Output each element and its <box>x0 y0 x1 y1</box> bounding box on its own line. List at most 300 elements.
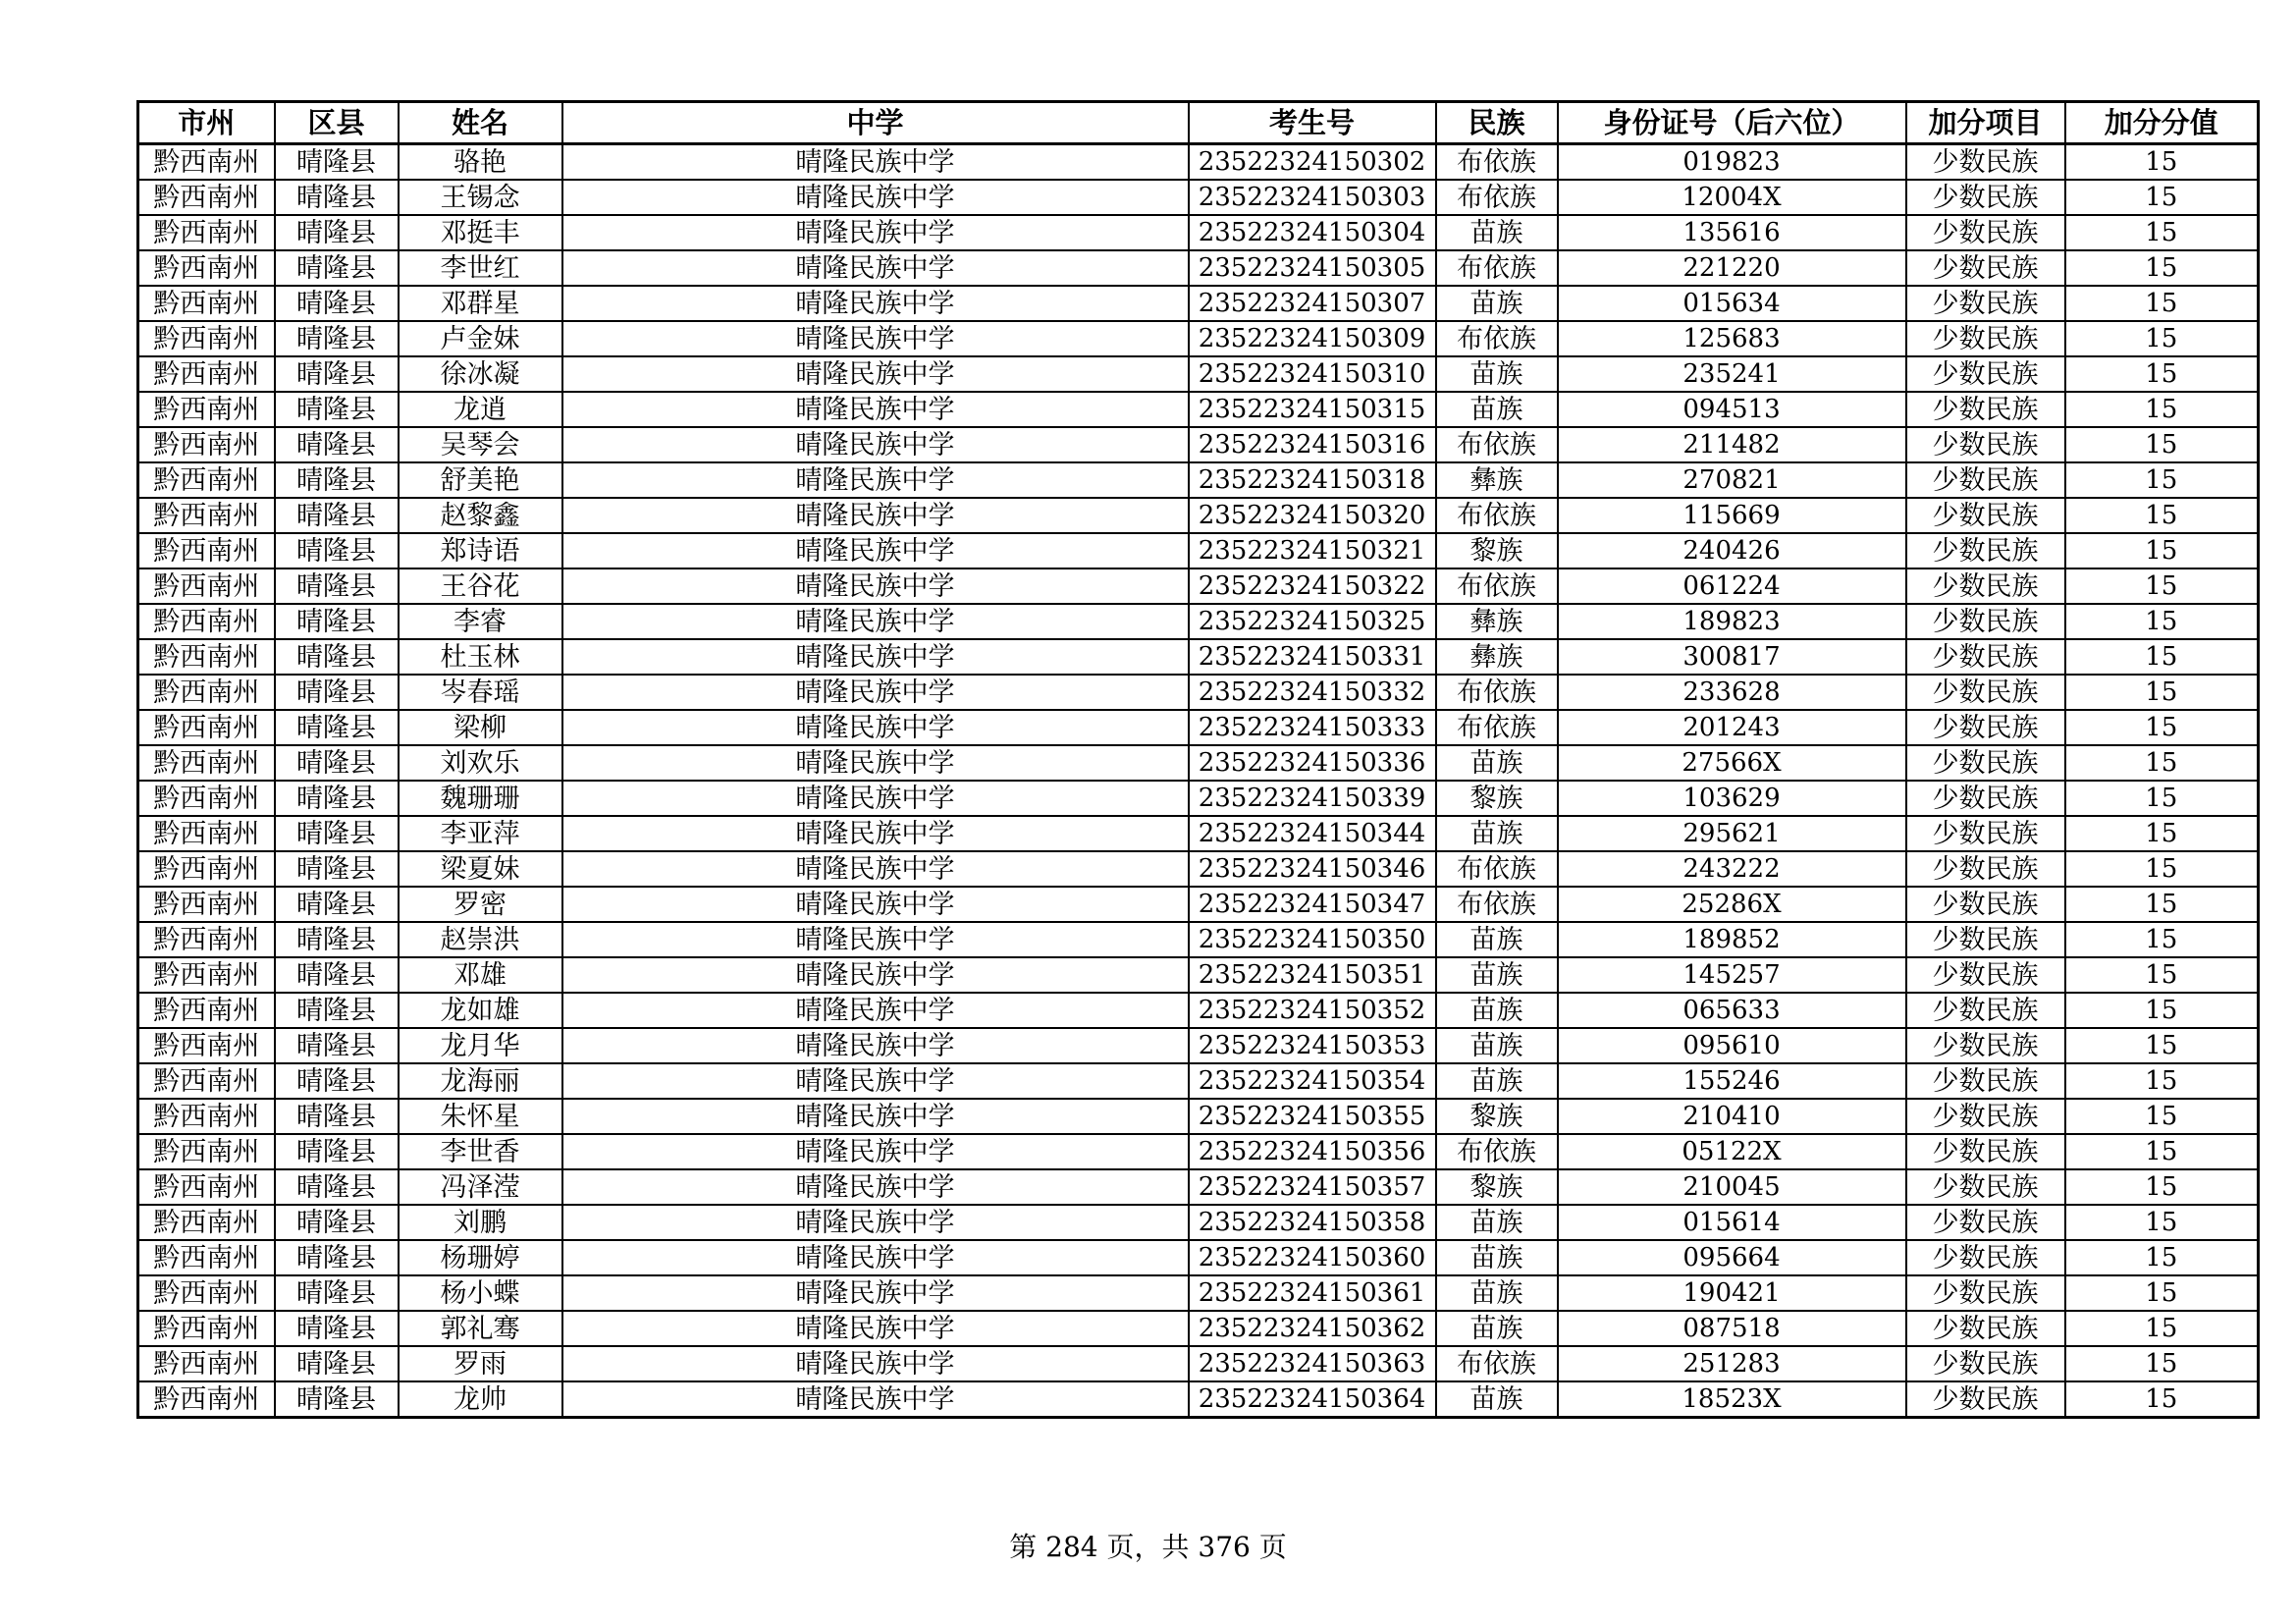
bonus-points-cell: 15 <box>2065 887 2259 922</box>
table-row <box>138 675 2259 710</box>
name-cell: 郑诗语 <box>399 533 562 568</box>
city-cell: 黔西南州 <box>138 1311 275 1346</box>
county-cell: 晴隆县 <box>275 321 399 356</box>
school-cell: 晴隆民族中学 <box>562 462 1189 498</box>
ethnicity-cell: 黎族 <box>1436 533 1558 568</box>
exam-number-cell: 23522324150304 <box>1189 215 1436 250</box>
school-cell: 晴隆民族中学 <box>562 1346 1189 1381</box>
bonus-points-cell: 15 <box>2065 427 2259 462</box>
id-last-six-cell: 065633 <box>1558 993 1906 1028</box>
bonus-points-cell: 15 <box>2065 745 2259 781</box>
school-cell: 晴隆民族中学 <box>562 1169 1189 1205</box>
name-cell: 杨小蝶 <box>399 1275 562 1311</box>
county-cell: 晴隆县 <box>275 745 399 781</box>
bonus-item-cell: 少数民族 <box>1906 745 2065 781</box>
name-cell: 岑春瑶 <box>399 675 562 710</box>
id-last-six-cell: 145257 <box>1558 957 1906 993</box>
school-cell: 晴隆民族中学 <box>562 781 1189 816</box>
table-row <box>138 392 2259 427</box>
bonus-item-cell: 少数民族 <box>1906 498 2065 533</box>
name-cell: 吴琴会 <box>399 427 562 462</box>
exam-number-cell: 23522324150344 <box>1189 816 1436 851</box>
school-cell: 晴隆民族中学 <box>562 639 1189 675</box>
name-cell: 舒美艳 <box>399 462 562 498</box>
table-row <box>138 710 2259 745</box>
ethnicity-cell: 苗族 <box>1436 286 1558 321</box>
bonus-item-cell: 少数民族 <box>1906 993 2065 1028</box>
id-last-six-cell: 251283 <box>1558 1346 1906 1381</box>
county-cell: 晴隆县 <box>275 392 399 427</box>
id-last-six-cell: 189852 <box>1558 922 1906 957</box>
id-last-six-cell: 201243 <box>1558 710 1906 745</box>
table-row <box>138 604 2259 639</box>
exam-number-cell: 23522324150364 <box>1189 1381 1436 1418</box>
city-cell: 黔西南州 <box>138 1205 275 1240</box>
exam-number-cell: 23522324150333 <box>1189 710 1436 745</box>
ethnicity-cell: 布依族 <box>1436 1346 1558 1381</box>
bonus-points-cell: 15 <box>2065 286 2259 321</box>
county-cell: 晴隆县 <box>275 427 399 462</box>
id-last-six-cell: 27566X <box>1558 745 1906 781</box>
city-cell: 黔西南州 <box>138 781 275 816</box>
table-row <box>138 568 2259 604</box>
city-cell: 黔西南州 <box>138 922 275 957</box>
name-cell: 杜玉林 <box>399 639 562 675</box>
bonus-item-cell: 少数民族 <box>1906 1381 2065 1418</box>
bonus-item-cell: 少数民族 <box>1906 604 2065 639</box>
header-bonus-points: 加分分值 <box>2065 102 2259 144</box>
bonus-points-cell: 15 <box>2065 1099 2259 1134</box>
bonus-item-cell: 少数民族 <box>1906 568 2065 604</box>
table-row <box>138 533 2259 568</box>
bonus-points-cell: 15 <box>2065 1381 2259 1418</box>
id-last-six-cell: 270821 <box>1558 462 1906 498</box>
bonus-item-cell: 少数民族 <box>1906 887 2065 922</box>
school-cell: 晴隆民族中学 <box>562 568 1189 604</box>
table-row <box>138 1063 2259 1099</box>
id-last-six-cell: 019823 <box>1558 144 1906 181</box>
county-cell: 晴隆县 <box>275 816 399 851</box>
bonus-item-cell: 少数民族 <box>1906 1346 2065 1381</box>
exam-number-cell: 23522324150352 <box>1189 993 1436 1028</box>
exam-number-cell: 23522324150358 <box>1189 1205 1436 1240</box>
county-cell: 晴隆县 <box>275 639 399 675</box>
county-cell: 晴隆县 <box>275 1346 399 1381</box>
bonus-points-cell: 15 <box>2065 250 2259 286</box>
exam-number-cell: 23522324150339 <box>1189 781 1436 816</box>
table-row <box>138 1205 2259 1240</box>
exam-number-cell: 23522324150354 <box>1189 1063 1436 1099</box>
bonus-item-cell: 少数民族 <box>1906 922 2065 957</box>
city-cell: 黔西南州 <box>138 356 275 392</box>
exam-number-cell: 23522324150361 <box>1189 1275 1436 1311</box>
table-row <box>138 1169 2259 1205</box>
id-last-six-cell: 235241 <box>1558 356 1906 392</box>
exam-number-cell: 23522324150355 <box>1189 1099 1436 1134</box>
ethnicity-cell: 布依族 <box>1436 250 1558 286</box>
school-cell: 晴隆民族中学 <box>562 710 1189 745</box>
county-cell: 晴隆县 <box>275 1134 399 1169</box>
name-cell: 刘鹏 <box>399 1205 562 1240</box>
school-cell: 晴隆民族中学 <box>562 1134 1189 1169</box>
city-cell: 黔西南州 <box>138 498 275 533</box>
school-cell: 晴隆民族中学 <box>562 1275 1189 1311</box>
ethnicity-cell: 布依族 <box>1436 568 1558 604</box>
id-last-six-cell: 189823 <box>1558 604 1906 639</box>
table-row <box>138 1346 2259 1381</box>
ethnicity-cell: 苗族 <box>1436 1311 1558 1346</box>
bonus-item-cell: 少数民族 <box>1906 816 2065 851</box>
exam-number-cell: 23522324150309 <box>1189 321 1436 356</box>
exam-number-cell: 23522324150351 <box>1189 957 1436 993</box>
county-cell: 晴隆县 <box>275 1063 399 1099</box>
city-cell: 黔西南州 <box>138 1240 275 1275</box>
school-cell: 晴隆民族中学 <box>562 1063 1189 1099</box>
city-cell: 黔西南州 <box>138 957 275 993</box>
county-cell: 晴隆县 <box>275 356 399 392</box>
header-name: 姓名 <box>399 102 562 144</box>
name-cell: 龙月华 <box>399 1028 562 1063</box>
bonus-points-cell: 15 <box>2065 1311 2259 1346</box>
id-last-six-cell: 240426 <box>1558 533 1906 568</box>
county-cell: 晴隆县 <box>275 1275 399 1311</box>
bonus-item-cell: 少数民族 <box>1906 675 2065 710</box>
bonus-item-cell: 少数民族 <box>1906 957 2065 993</box>
school-cell: 晴隆民族中学 <box>562 887 1189 922</box>
county-cell: 晴隆县 <box>275 851 399 887</box>
ethnicity-cell: 苗族 <box>1436 215 1558 250</box>
county-cell: 晴隆县 <box>275 568 399 604</box>
table-row <box>138 1240 2259 1275</box>
county-cell: 晴隆县 <box>275 1028 399 1063</box>
school-cell: 晴隆民族中学 <box>562 993 1189 1028</box>
city-cell: 黔西南州 <box>138 675 275 710</box>
table-row <box>138 321 2259 356</box>
table-row <box>138 851 2259 887</box>
bonus-points-cell: 15 <box>2065 1240 2259 1275</box>
bonus-item-cell: 少数民族 <box>1906 710 2065 745</box>
exam-number-cell: 23522324150360 <box>1189 1240 1436 1275</box>
id-last-six-cell: 125683 <box>1558 321 1906 356</box>
name-cell: 杨珊婷 <box>399 1240 562 1275</box>
id-last-six-cell: 190421 <box>1558 1275 1906 1311</box>
city-cell: 黔西南州 <box>138 427 275 462</box>
name-cell: 邓群星 <box>399 286 562 321</box>
page-footer: 第 284 页，共 376 页 <box>1009 1531 1287 1563</box>
county-cell: 晴隆县 <box>275 462 399 498</box>
ethnicity-cell: 布依族 <box>1436 144 1558 181</box>
id-last-six-cell: 061224 <box>1558 568 1906 604</box>
county-cell: 晴隆县 <box>275 710 399 745</box>
bonus-points-cell: 15 <box>2065 356 2259 392</box>
bonus-item-cell: 少数民族 <box>1906 356 2065 392</box>
city-cell: 黔西南州 <box>138 250 275 286</box>
ethnicity-cell: 布依族 <box>1436 675 1558 710</box>
bonus-item-cell: 少数民族 <box>1906 180 2065 215</box>
county-cell: 晴隆县 <box>275 781 399 816</box>
exam-number-cell: 23522324150363 <box>1189 1346 1436 1381</box>
bonus-item-cell: 少数民族 <box>1906 851 2065 887</box>
bonus-points-cell: 15 <box>2065 851 2259 887</box>
bonus-points-cell: 15 <box>2065 1205 2259 1240</box>
exam-number-cell: 23522324150310 <box>1189 356 1436 392</box>
table-row <box>138 957 2259 993</box>
ethnicity-cell: 苗族 <box>1436 1028 1558 1063</box>
city-cell: 黔西南州 <box>138 1099 275 1134</box>
id-last-six-cell: 015634 <box>1558 286 1906 321</box>
county-cell: 晴隆县 <box>275 180 399 215</box>
name-cell: 罗密 <box>399 887 562 922</box>
city-cell: 黔西南州 <box>138 1169 275 1205</box>
bonus-points-cell: 15 <box>2065 144 2259 181</box>
bonus-points-cell: 15 <box>2065 639 2259 675</box>
id-last-six-cell: 221220 <box>1558 250 1906 286</box>
county-cell: 晴隆县 <box>275 286 399 321</box>
bonus-item-cell: 少数民族 <box>1906 215 2065 250</box>
county-cell: 晴隆县 <box>275 993 399 1028</box>
bonus-points-cell: 15 <box>2065 816 2259 851</box>
bonus-item-cell: 少数民族 <box>1906 1275 2065 1311</box>
table-row <box>138 1275 2259 1311</box>
exam-number-cell: 23522324150332 <box>1189 675 1436 710</box>
table-row <box>138 1028 2259 1063</box>
name-cell: 龙帅 <box>399 1381 562 1418</box>
table-row <box>138 1381 2259 1418</box>
bonus-points-cell: 15 <box>2065 1275 2259 1311</box>
id-last-six-cell: 295621 <box>1558 816 1906 851</box>
table-row <box>138 180 2259 215</box>
county-cell: 晴隆县 <box>275 1099 399 1134</box>
name-cell: 李睿 <box>399 604 562 639</box>
city-cell: 黔西南州 <box>138 180 275 215</box>
bonus-item-cell: 少数民族 <box>1906 1134 2065 1169</box>
table-row <box>138 887 2259 922</box>
city-cell: 黔西南州 <box>138 993 275 1028</box>
exam-number-cell: 23522324150353 <box>1189 1028 1436 1063</box>
header-id-last-six: 身份证号（后六位） <box>1558 102 1906 144</box>
name-cell: 龙如雄 <box>399 993 562 1028</box>
ethnicity-cell: 布依族 <box>1436 427 1558 462</box>
bonus-item-cell: 少数民族 <box>1906 1240 2065 1275</box>
id-last-six-cell: 095664 <box>1558 1240 1906 1275</box>
id-last-six-cell: 135616 <box>1558 215 1906 250</box>
exam-number-cell: 23522324150362 <box>1189 1311 1436 1346</box>
ethnicity-cell: 彝族 <box>1436 639 1558 675</box>
ethnicity-cell: 黎族 <box>1436 1169 1558 1205</box>
name-cell: 赵黎鑫 <box>399 498 562 533</box>
school-cell: 晴隆民族中学 <box>562 1311 1189 1346</box>
table-row <box>138 250 2259 286</box>
table-row <box>138 993 2259 1028</box>
id-last-six-cell: 210045 <box>1558 1169 1906 1205</box>
id-last-six-cell: 233628 <box>1558 675 1906 710</box>
id-last-six-cell: 25286X <box>1558 887 1906 922</box>
bonus-item-cell: 少数民族 <box>1906 533 2065 568</box>
name-cell: 梁夏妹 <box>399 851 562 887</box>
school-cell: 晴隆民族中学 <box>562 286 1189 321</box>
school-cell: 晴隆民族中学 <box>562 215 1189 250</box>
exam-number-cell: 23522324150318 <box>1189 462 1436 498</box>
county-cell: 晴隆县 <box>275 1381 399 1418</box>
name-cell: 朱怀星 <box>399 1099 562 1134</box>
school-cell: 晴隆民族中学 <box>562 533 1189 568</box>
table-row <box>138 922 2259 957</box>
county-cell: 晴隆县 <box>275 1205 399 1240</box>
bonus-item-cell: 少数民族 <box>1906 1063 2065 1099</box>
bonus-points-cell: 15 <box>2065 1346 2259 1381</box>
city-cell: 黔西南州 <box>138 1346 275 1381</box>
id-last-six-cell: 211482 <box>1558 427 1906 462</box>
ethnicity-cell: 苗族 <box>1436 816 1558 851</box>
ethnicity-cell: 布依族 <box>1436 851 1558 887</box>
exam-number-cell: 23522324150316 <box>1189 427 1436 462</box>
id-last-six-cell: 18523X <box>1558 1381 1906 1418</box>
ethnicity-cell: 苗族 <box>1436 922 1558 957</box>
ethnicity-cell: 布依族 <box>1436 1134 1558 1169</box>
city-cell: 黔西南州 <box>138 745 275 781</box>
table-row <box>138 144 2259 181</box>
id-last-six-cell: 300817 <box>1558 639 1906 675</box>
bonus-points-cell: 15 <box>2065 498 2259 533</box>
exam-number-cell: 23522324150347 <box>1189 887 1436 922</box>
ethnicity-cell: 布依族 <box>1436 321 1558 356</box>
bonus-points-cell: 15 <box>2065 321 2259 356</box>
city-cell: 黔西南州 <box>138 816 275 851</box>
bonus-points-cell: 15 <box>2065 215 2259 250</box>
bonus-item-cell: 少数民族 <box>1906 144 2065 181</box>
id-last-six-cell: 087518 <box>1558 1311 1906 1346</box>
header-row <box>138 102 2259 144</box>
school-cell: 晴隆民族中学 <box>562 1381 1189 1418</box>
table-body <box>138 144 2259 1418</box>
bonus-item-cell: 少数民族 <box>1906 1311 2065 1346</box>
exam-number-cell: 23522324150303 <box>1189 180 1436 215</box>
ethnicity-cell: 苗族 <box>1436 1205 1558 1240</box>
name-cell: 李世香 <box>399 1134 562 1169</box>
school-cell: 晴隆民族中学 <box>562 1028 1189 1063</box>
ethnicity-cell: 布依族 <box>1436 887 1558 922</box>
table-row <box>138 498 2259 533</box>
school-cell: 晴隆民族中学 <box>562 675 1189 710</box>
bonus-item-cell: 少数民族 <box>1906 1205 2065 1240</box>
name-cell: 骆艳 <box>399 144 562 181</box>
bonus-item-cell: 少数民族 <box>1906 321 2065 356</box>
bonus-points-cell: 15 <box>2065 392 2259 427</box>
school-cell: 晴隆民族中学 <box>562 498 1189 533</box>
ethnicity-cell: 苗族 <box>1436 993 1558 1028</box>
name-cell: 邓雄 <box>399 957 562 993</box>
county-cell: 晴隆县 <box>275 533 399 568</box>
header-county: 区县 <box>275 102 399 144</box>
table-row <box>138 1099 2259 1134</box>
school-cell: 晴隆民族中学 <box>562 1099 1189 1134</box>
id-last-six-cell: 12004X <box>1558 180 1906 215</box>
bonus-points-cell: 15 <box>2065 180 2259 215</box>
header-exam-number: 考生号 <box>1189 102 1436 144</box>
bonus-points-cell: 15 <box>2065 922 2259 957</box>
school-cell: 晴隆民族中学 <box>562 851 1189 887</box>
city-cell: 黔西南州 <box>138 533 275 568</box>
table-row <box>138 215 2259 250</box>
bonus-item-cell: 少数民族 <box>1906 1099 2065 1134</box>
header-bonus-item: 加分项目 <box>1906 102 2065 144</box>
name-cell: 龙逍 <box>399 392 562 427</box>
ethnicity-cell: 苗族 <box>1436 1275 1558 1311</box>
county-cell: 晴隆县 <box>275 675 399 710</box>
school-cell: 晴隆民族中学 <box>562 1240 1189 1275</box>
city-cell: 黔西南州 <box>138 321 275 356</box>
school-cell: 晴隆民族中学 <box>562 180 1189 215</box>
ethnicity-cell: 布依族 <box>1436 180 1558 215</box>
table-row <box>138 745 2259 781</box>
bonus-points-cell: 15 <box>2065 533 2259 568</box>
city-cell: 黔西南州 <box>138 568 275 604</box>
header-ethnicity: 民族 <box>1436 102 1558 144</box>
table-row <box>138 462 2259 498</box>
name-cell: 王谷花 <box>399 568 562 604</box>
id-last-six-cell: 094513 <box>1558 392 1906 427</box>
school-cell: 晴隆民族中学 <box>562 745 1189 781</box>
county-cell: 晴隆县 <box>275 144 399 181</box>
id-last-six-cell: 210410 <box>1558 1099 1906 1134</box>
name-cell: 梁柳 <box>399 710 562 745</box>
school-cell: 晴隆民族中学 <box>562 356 1189 392</box>
school-cell: 晴隆民族中学 <box>562 427 1189 462</box>
name-cell: 刘欢乐 <box>399 745 562 781</box>
table-row <box>138 427 2259 462</box>
city-cell: 黔西南州 <box>138 144 275 181</box>
exam-number-cell: 23522324150357 <box>1189 1169 1436 1205</box>
bonus-points-cell: 15 <box>2065 604 2259 639</box>
id-last-six-cell: 115669 <box>1558 498 1906 533</box>
school-cell: 晴隆民族中学 <box>562 321 1189 356</box>
exam-number-cell: 23522324150321 <box>1189 533 1436 568</box>
exam-number-cell: 23522324150315 <box>1189 392 1436 427</box>
school-cell: 晴隆民族中学 <box>562 1205 1189 1240</box>
name-cell: 李世红 <box>399 250 562 286</box>
name-cell: 王锡念 <box>399 180 562 215</box>
school-cell: 晴隆民族中学 <box>562 392 1189 427</box>
bonus-item-cell: 少数民族 <box>1906 781 2065 816</box>
county-cell: 晴隆县 <box>275 887 399 922</box>
city-cell: 黔西南州 <box>138 1063 275 1099</box>
exam-number-cell: 23522324150356 <box>1189 1134 1436 1169</box>
exam-number-cell: 23522324150325 <box>1189 604 1436 639</box>
bonus-item-cell: 少数民族 <box>1906 427 2065 462</box>
table-row <box>138 286 2259 321</box>
name-cell: 罗雨 <box>399 1346 562 1381</box>
bonus-points-cell: 15 <box>2065 1169 2259 1205</box>
name-cell: 李亚萍 <box>399 816 562 851</box>
ethnicity-cell: 布依族 <box>1436 498 1558 533</box>
exam-number-cell: 23522324150305 <box>1189 250 1436 286</box>
bonus-item-cell: 少数民族 <box>1906 286 2065 321</box>
county-cell: 晴隆县 <box>275 1311 399 1346</box>
ethnicity-cell: 布依族 <box>1436 710 1558 745</box>
exam-number-cell: 23522324150350 <box>1189 922 1436 957</box>
city-cell: 黔西南州 <box>138 1134 275 1169</box>
ethnicity-cell: 黎族 <box>1436 1099 1558 1134</box>
name-cell: 徐冰凝 <box>399 356 562 392</box>
header-city: 市州 <box>138 102 275 144</box>
city-cell: 黔西南州 <box>138 851 275 887</box>
county-cell: 晴隆县 <box>275 498 399 533</box>
ethnicity-cell: 黎族 <box>1436 781 1558 816</box>
id-last-six-cell: 05122X <box>1558 1134 1906 1169</box>
county-cell: 晴隆县 <box>275 215 399 250</box>
city-cell: 黔西南州 <box>138 215 275 250</box>
bonus-points-cell: 15 <box>2065 1028 2259 1063</box>
